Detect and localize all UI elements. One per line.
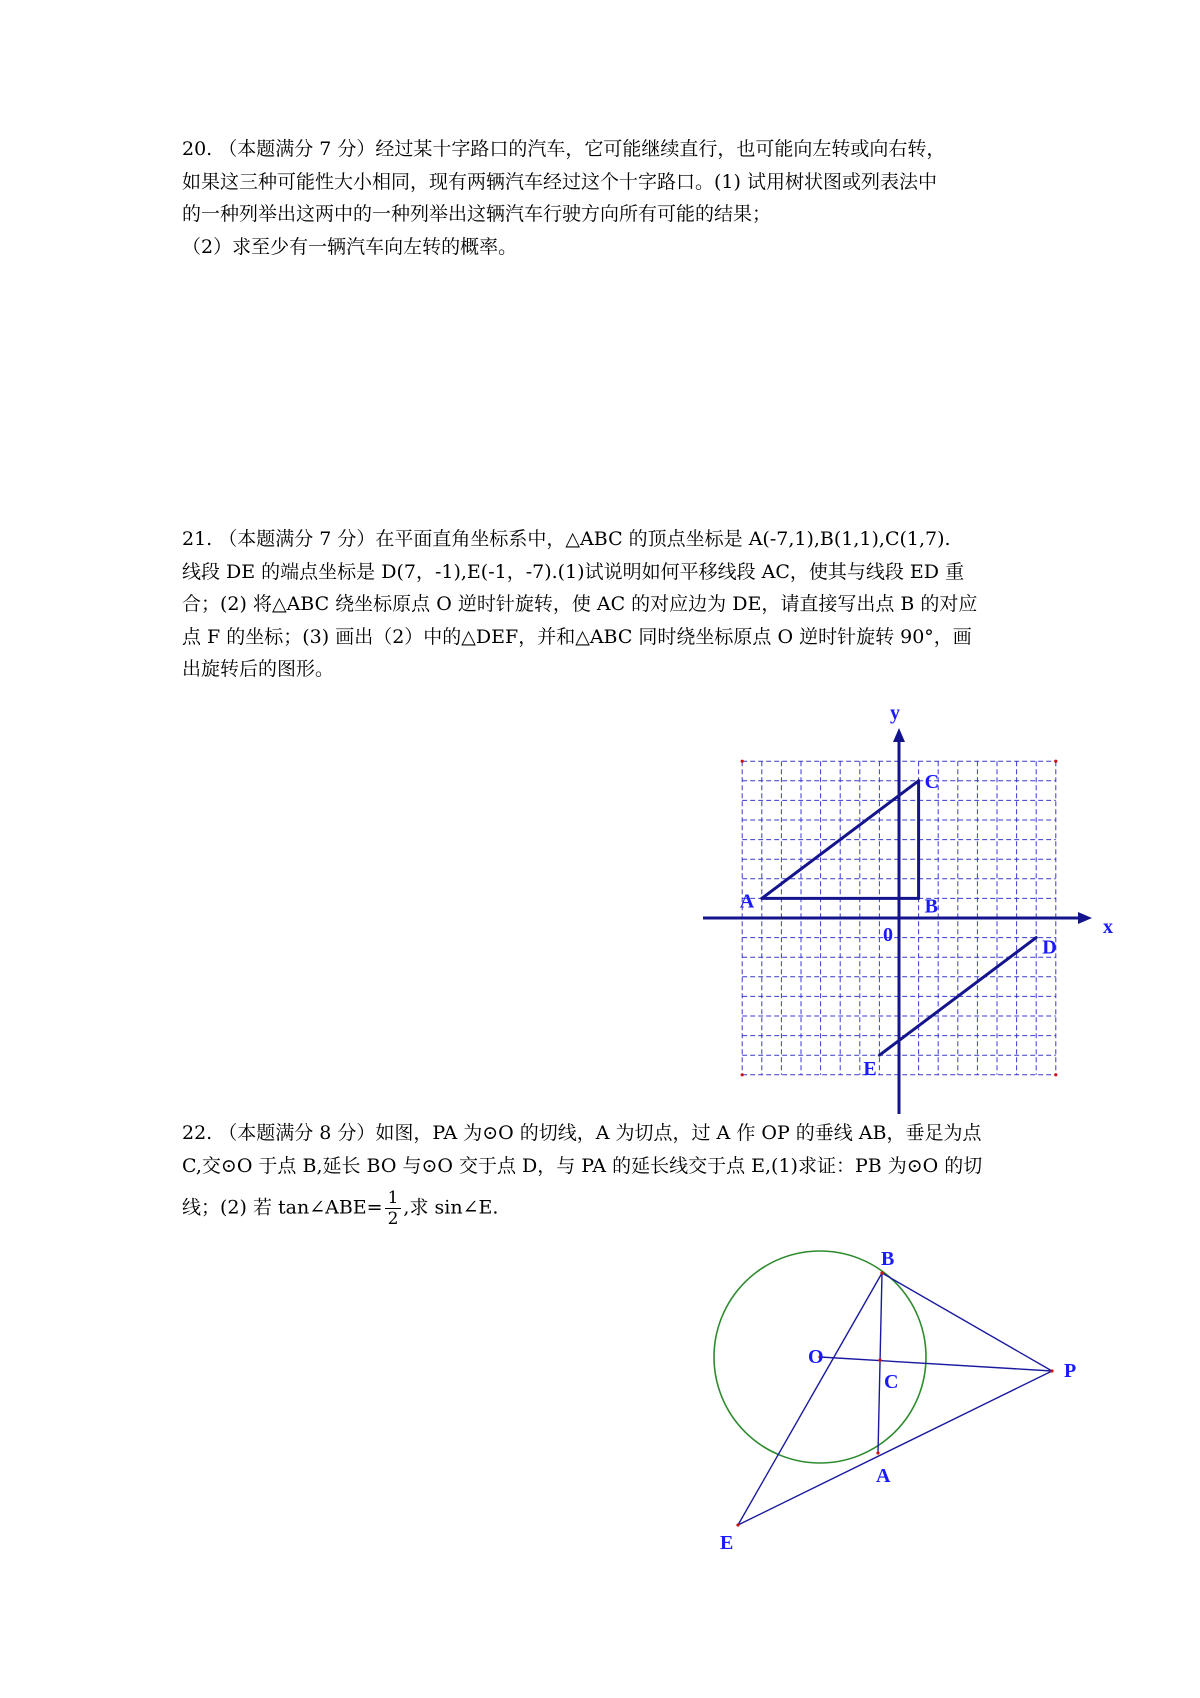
label-a: A [739,890,755,913]
point-e [736,1523,739,1526]
q21-line-2: 线段 DE 的端点坐标是 D(7，-1),E(-1，-7).(1)试说明如何平移线段 AC，使其与线段 ED 重 [182,560,965,583]
y-axis-label: y [890,702,900,724]
label-p: P [1064,1360,1077,1382]
q20-line-1: 20. （本题满分 7 分）经过某十字路口的汽车，它可能继续直行，也可能向左转或向右转， [182,138,946,160]
q21-line-4: 点 F 的坐标；(3) 画出（2）中的△DEF，并和△ABC 同时绕坐标原点 O 逆时针旋转 90°，画 [182,625,972,648]
segment-pe [738,1371,1052,1525]
segment-be [738,1273,882,1525]
x-axis-label: x [1103,916,1113,938]
q20-line-2: 如果这三种可能性大小相同，现有两辆汽车经过这个十字路口。(1) 试用树状图或列表法中 [182,170,937,193]
q22-line-3-text: 线；(2) 若 tan∠ABE= [182,1196,383,1219]
q20-line-3: 的一种列举出这两中的一种列举出这辆汽车行驶方向所有可能的结果； [182,203,772,225]
origin-label: 0 [883,924,893,946]
point-p [1050,1369,1053,1372]
q21-line-5: 出旋转后的图形。 [182,658,335,680]
fraction-denominator: 2 [387,1209,399,1229]
figure-lines [738,1273,1052,1525]
segment-pb [882,1273,1052,1371]
figure-points [736,1271,1053,1526]
label-b: B [881,1248,895,1270]
label-c: C [884,1371,899,1393]
label-d: D [1042,936,1057,959]
q22-line-3-tail: ,求 sin∠E. [403,1196,499,1219]
q22-line-2: C,交⊙O 于点 B,延长 BO 与⊙O 交于点 D，与 PA 的延长线交于点 E,(1)求证：PB 为⊙O 的切 [182,1154,983,1177]
point-a [876,1451,879,1454]
label-e: E [863,1058,877,1081]
label-c: C [924,770,940,793]
q21-line-3: 合；(2) 将△ABC 绕坐标原点 O 逆时针旋转，使 AC 的对应边为 DE，请直接写出点 B 的对应 [182,593,978,615]
fraction-numerator: 1 [385,1188,402,1209]
segment-ab [878,1273,882,1453]
segment-op [820,1357,1052,1371]
point-c [878,1358,881,1361]
point-b [880,1271,883,1274]
q22-line-1: 22. （本题满分 8 分）如图，PA 为⊙O 的切线，A 为切点，过 A 作 OP 的垂线 AB，垂足为点 [182,1122,982,1144]
label-o: O [808,1346,824,1368]
q20-line-4: （2）求至少有一辆汽车向左转的概率。 [182,235,518,258]
label-a: A [876,1465,891,1487]
label-e: E [720,1532,734,1554]
label-b: B [924,895,938,918]
q21-line-1: 21. （本题满分 7 分）在平面直角坐标系中，△ABC 的顶点坐标是 A(-7,1),B(1,1),C(1,7). [182,528,951,550]
